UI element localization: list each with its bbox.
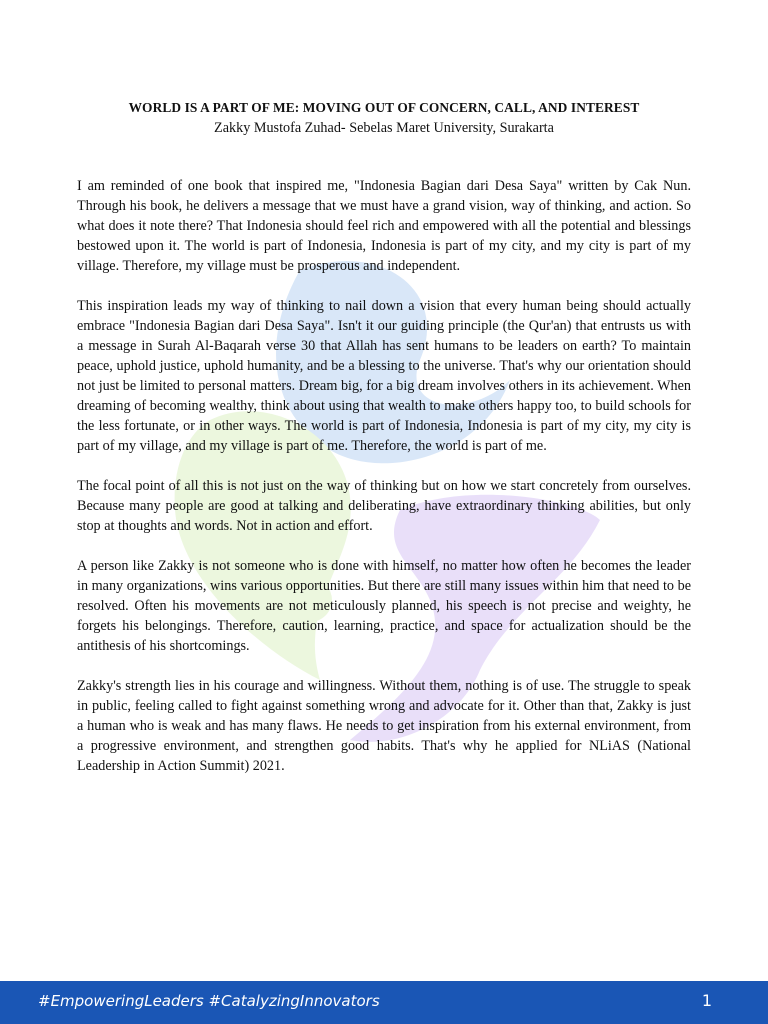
footer-bar [0,981,768,1024]
document-body [77,176,691,776]
paragraph: Zakky's strength lies in his courage and willingness. Without them, nothing is of use. The struggle to speak in public, feeling called to fight against something wrong and advocate for it. Other than that, Zakky is just a human who is weak and has many flaws. He needs to get inspiration from his external environment, from a progressive environment, and strengthen good habits. That's why he applied for NLiAS (National Leadership in Action Summit) 2021. [77,678,691,774]
document-content [77,98,691,796]
footer-hashtags: #EmpoweringLeaders #CatalyzingInnovators [38,992,380,1010]
page-number: 1 [701,991,712,1010]
document-author: Zakky Mustofa Zuhad- Sebelas Maret University, Surakarta [214,120,554,136]
document-title: WORLD IS A PART OF ME: MOVING OUT OF CONCERN, CALL, AND INTEREST [128,100,640,115]
paragraph: The focal point of all this is not just on the way of thinking but on how we start concretely from ourselves. Because many people are good at talking and deliberating, have extraordinary thinking abilities, but only stop at thoughts and words. Not in action and effort. [77,478,691,534]
paragraph: A person like Zakky is not someone who is done with himself, no matter how often he becomes the leader in many organizations, wins various opportunities. But there are still many issues within him that need to be resolved. Often his movements are not meticulously planned, his speech is not precise and weighty, he forgets his belongings. Therefore, caution, learning, practice, and space for actualization should be the antithesis of his shortcomings. [77,558,691,654]
paragraph: This inspiration leads my way of thinking to nail down a vision that every human being should actually embrace "Indonesia Bagian dari Desa Saya". Isn't it our guiding principle (the Qur'an) that entrusts us with a message in Surah Al-Baqarah verse 30 that Allah has sent humans to be leaders on earth? To maintain peace, uphold justice, uphold humanity, and be a blessing to the universe. That's why our orientation should not just be limited to personal matters. Dream big, for a big dream involves others in its achievement. When dreaming of becoming wealthy, think about using that wealth to make others happy too, to build schools for the less fortunate, or in other ways. The world is part of Indonesia, Indonesia is part of my city, my city is part of my village, and my village is part of me. Therefore, the world is part of me. [77,298,691,454]
paragraph: I am reminded of one book that inspired me, "Indonesia Bagian dari Desa Saya" written by Cak Nun. Through his book, he delivers a message that we must have a grand vision, way of thinking, and action. So what does it note there? That Indonesia should feel rich and empowered with all the potential and blessings bestowed upon it. The world is part of Indonesia, Indonesia is part of my city, and my city is part of my village. Therefore, my village must be prosperous and independent. [77,178,691,274]
